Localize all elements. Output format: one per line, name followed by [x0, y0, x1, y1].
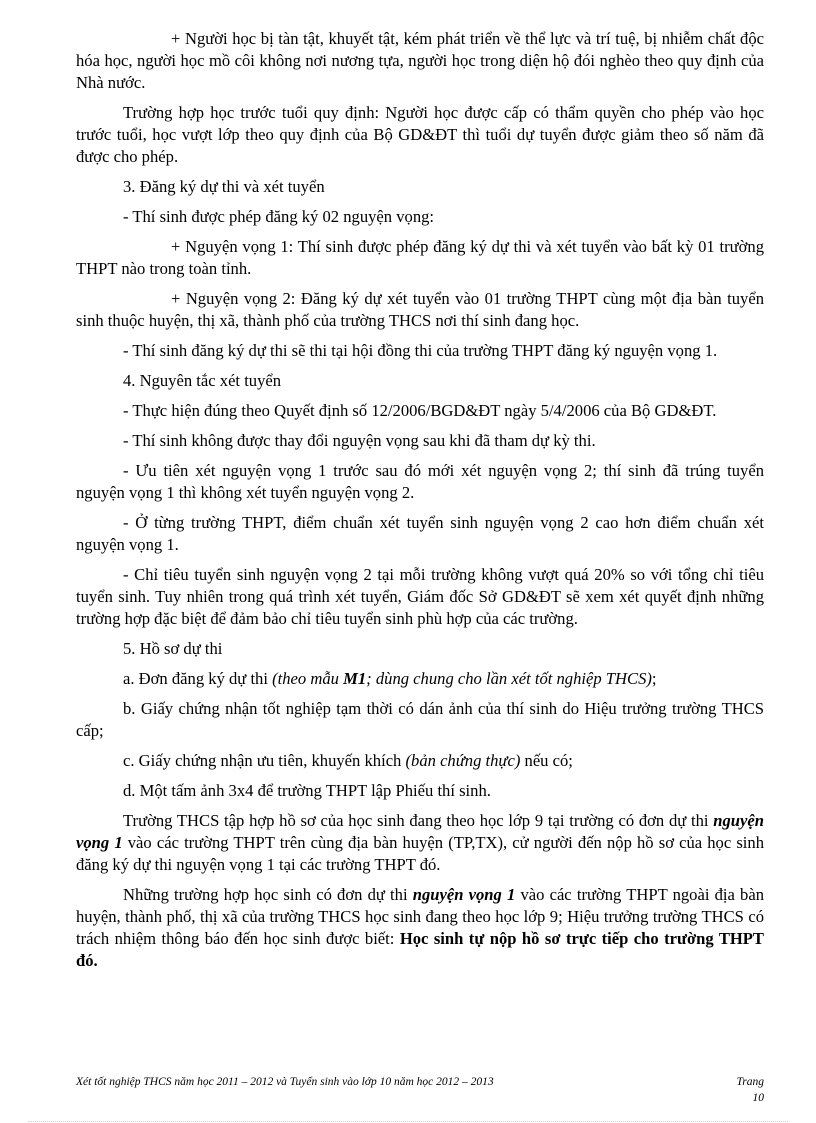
paragraph-text: + Người học bị tàn tật, khuyết tật, kém phát triển về thể lực và trí tuệ, bị nhiễm chất độc hóa học, người học mồ côi không nơi nương tựa, người học trong diện hộ đói nghèo theo quy định của Nhà nước. — [76, 29, 764, 92]
paragraph — [76, 28, 764, 94]
emphasized-text: (theo mẫu — [272, 669, 344, 688]
paragraph-text: - Thí sinh đăng ký dự thi sẽ thi tại hội đồng thi của trường THPT đăng ký nguyện vọng 1. — [123, 341, 718, 360]
paragraph — [76, 750, 764, 772]
emphasized-text: nguyện vọng 1 — [412, 885, 516, 904]
paragraph-text: 5. Hồ sơ dự thi — [123, 639, 223, 658]
emphasized-text: nguyện vọng 1 — [76, 811, 764, 852]
paragraph-text: vào các trường THPT trên cùng địa bàn huyện (TP,TX), cử người đến nộp hồ sơ của học sinh đăng ký dự thi nguyện vọng 1 tại các trường THPT đó. — [76, 833, 764, 874]
emphasized-text: Học sinh tự nộp hồ sơ trực tiếp cho trường THPT đó. — [76, 929, 764, 970]
paragraph-text: ; — [651, 669, 657, 688]
document-body — [76, 28, 764, 980]
footer-title: Xét tốt nghiệp THCS năm học 2011 – 2012 và Tuyển sinh vào lớp 10 năm học 2012 – 2013 — [76, 1076, 494, 1088]
paragraph — [76, 512, 764, 556]
paragraph — [76, 340, 764, 362]
emphasized-text: ; dùng chung cho lần xét tốt nghiệp THCS) — [366, 669, 652, 688]
paragraph-text: nếu có; — [520, 751, 573, 770]
paragraph-text: - Ưu tiên xét nguyện vọng 1 trước sau đó mới xét nguyện vọng 2; thí sinh đã trúng tuyển nguyện vọng 1 thì không xét tuyển nguyện vọng 2. — [76, 461, 764, 502]
paragraph — [76, 430, 764, 452]
paragraph — [76, 780, 764, 802]
paragraph-text: + Nguyện vọng 1: Thí sinh được phép đăng ký dự thi và xét tuyển vào bất kỳ 01 trường THPT nào trong toàn tỉnh. — [76, 237, 764, 278]
paragraph-text: Trường hợp học trước tuổi quy định: Người học được cấp có thẩm quyền cho phép vào học trước tuổi, học vượt lớp theo quy định của Bộ GD&ĐT thì tuổi dự tuyển được giảm theo số năm đã được cho phép. — [76, 103, 764, 166]
paragraph — [76, 460, 764, 504]
paragraph — [76, 236, 764, 280]
paragraph-text: Những trường hợp học sinh có đơn dự thi — [123, 885, 413, 904]
paragraph — [76, 698, 764, 742]
paragraph — [76, 884, 764, 972]
paragraph-text: b. Giấy chứng nhận tốt nghiệp tạm thời có dán ảnh của thí sinh do Hiệu trưởng trường THCS cấp; — [76, 699, 764, 740]
paragraph-text: vào các trường THPT ngoài địa bàn huyện, thành phố, thị xã của trường THCS học sinh đang theo học lớp 9; Hiệu trưởng trường THCS có trách nhiệm thông báo đến học sinh được biết: — [76, 885, 765, 948]
paragraph — [76, 638, 764, 660]
emphasized-text: (bản chứng thực) — [405, 751, 521, 770]
paragraph-text: + Nguyện vọng 2: Đăng ký dự xét tuyển vào 01 trường THPT cùng một địa bàn tuyển sinh thuộc huyện, thị xã, thành phố của trường THCS nơi thí sinh đang học. — [76, 289, 764, 330]
paragraph-text: - Thí sinh được phép đăng ký 02 nguyện vọng: — [123, 207, 435, 226]
paragraph — [76, 102, 764, 168]
paragraph — [76, 370, 764, 392]
paragraph-text: - Ở từng trường THPT, điểm chuẩn xét tuyển sinh nguyện vọng 2 cao hơn điểm chuẩn xét nguyện vọng 1. — [76, 513, 764, 554]
page-number: Trang 10 — [736, 1076, 764, 1104]
paragraph-text: - Chỉ tiêu tuyển sinh nguyện vọng 2 tại mỗi trường không vượt quá 20% so với tổng chỉ tiêu tuyển sinh. Tuy nhiên trong quá trình xét tuyển, Giám đốc Sở GD&ĐT sẽ xem xét quyết định những trường hợp đặc biệt để đảm bảo chỉ tiêu tuyển sinh phù hợp của các trường. — [76, 565, 764, 628]
paragraph-text: Trường THCS tập hợp hồ sơ của học sinh đang theo học lớp 9 tại trường có đơn dự thi — [123, 811, 714, 830]
paragraph — [76, 288, 764, 332]
paragraph — [76, 206, 764, 228]
paragraph-text: d. Một tấm ảnh 3x4 để trường THPT lập Phiếu thí sinh. — [123, 781, 491, 800]
paragraph-text: - Thực hiện đúng theo Quyết định số 12/2006/BGD&ĐT ngày 5/4/2006 của Bộ GD&ĐT. — [123, 401, 717, 420]
paragraph-text: - Thí sinh không được thay đổi nguyện vọng sau khi đã tham dự kỳ thi. — [123, 431, 596, 450]
paragraph — [76, 176, 764, 198]
footer-divider — [28, 1121, 788, 1122]
paragraph-text: c. Giấy chứng nhận ưu tiên, khuyến khích — [123, 751, 406, 770]
paragraph-text: a. Đơn đăng ký dự thi — [123, 669, 273, 688]
paragraph — [76, 668, 764, 690]
paragraph-text: 4. Nguyên tắc xét tuyển — [123, 371, 282, 390]
paragraph-text: 3. Đăng ký dự thi và xét tuyển — [123, 177, 325, 196]
emphasized-text: M1 — [343, 669, 367, 688]
paragraph — [76, 810, 764, 876]
paragraph — [76, 400, 764, 422]
paragraph — [76, 564, 764, 630]
